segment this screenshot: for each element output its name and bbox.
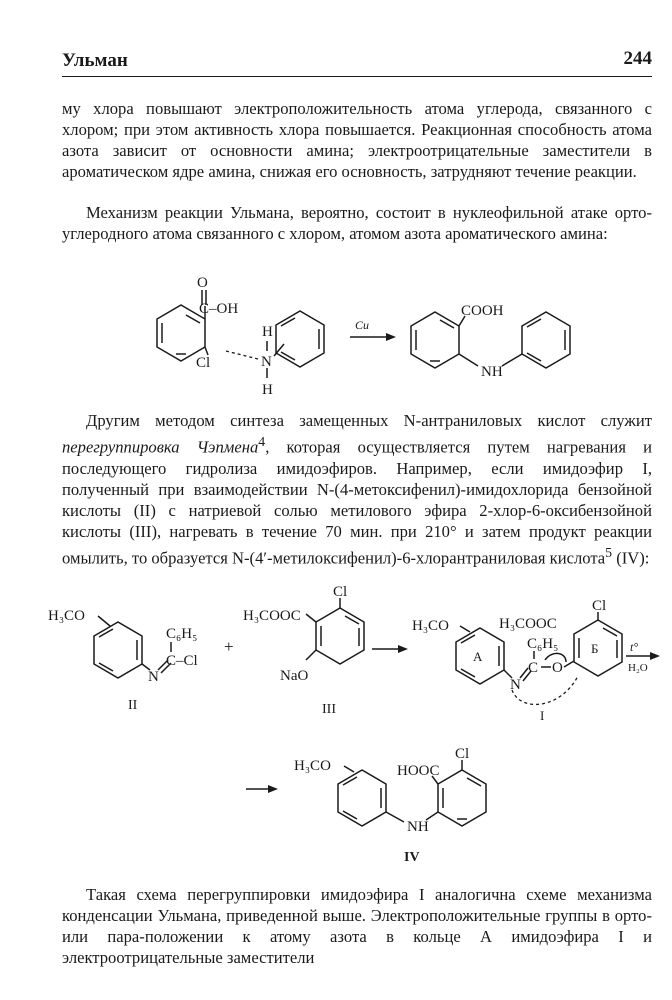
heat-label: t° xyxy=(630,640,639,654)
i-label: I xyxy=(540,708,545,723)
iv-label: IV xyxy=(404,850,420,865)
ii-methoxy: H₃CO xyxy=(48,608,85,624)
i-nitrogen: N xyxy=(510,677,521,693)
ii-phenyl: C₆H₅ xyxy=(166,626,198,642)
product-ring-2 xyxy=(522,312,570,368)
scheme-chapman xyxy=(48,584,660,723)
product-cooh: COOH xyxy=(461,303,504,319)
running-header xyxy=(62,48,652,77)
iii-ring xyxy=(316,608,364,664)
iv-carboxyl: HOOC xyxy=(397,763,440,779)
page-number: 244 xyxy=(623,48,652,69)
chlorine-label: Cl xyxy=(196,355,211,371)
attack-dashed-bond xyxy=(226,351,258,359)
paragraph-3-tail: (IV): xyxy=(612,548,650,568)
i-ring-a xyxy=(456,628,504,684)
running-title: Ульман xyxy=(62,50,128,71)
i-methoxy: H₃CO xyxy=(412,618,449,634)
benzoic-ring xyxy=(157,305,205,361)
ii-nitrogen: N xyxy=(148,669,159,685)
paragraph-2-text: Механизм реакции Ульмана, вероятно, состоит в нуклеофильной атаке орто-углеродного атома связанного с хлором, атомом азота ароматического амина: xyxy=(62,203,652,243)
amine-h-top: H xyxy=(262,324,273,340)
i-ester: H₃COOC xyxy=(499,616,557,632)
i-ring-b xyxy=(574,620,622,676)
electron-shift-arrow xyxy=(545,653,566,662)
iv-nh: NH xyxy=(407,819,429,835)
i-phenyl: C₆H₅ xyxy=(527,636,559,652)
iv-methoxy: H₃CO xyxy=(294,758,331,774)
paragraph-3-after: , которая осуществляется путем нагревания и последующего гидролиза имидоэфиров. Например, если имидоэфир I, полученный при взаимодействии N-(4-метоксифенил)-имидохлорида бензойной кислоты (II) с натриевой солью метилового эфира 2-хлор-6-оксибензойной кислоты (III), нагревать в течение 70 мин. при 210° и затем продукт реакции омылить, то образуется N-(4′-метилоксифенил)-6-хлорантраниловая кислота xyxy=(62,437,652,568)
reference-5: 5 xyxy=(605,544,613,560)
aniline-ring xyxy=(276,311,324,367)
scheme-ullmann xyxy=(157,275,570,398)
i-oxygen: O xyxy=(552,660,563,676)
ring-b-label: Б xyxy=(591,641,599,656)
scheme-product-iv xyxy=(246,746,486,865)
paragraph-3 xyxy=(62,410,652,568)
reference-4: 4 xyxy=(258,434,266,449)
paragraph-2 xyxy=(62,202,652,244)
iii-label: III xyxy=(322,702,336,717)
catalyst-label: Cu xyxy=(355,318,370,332)
carbonyl-oxygen: O xyxy=(197,275,208,291)
paragraph-1-text: му хлора повышают электроположительность атома углерода, связанного с хлором; при этом активность хлора повышается. Реакционная способность атома азота зависит от основности амина; электроотрицательные заместители в ароматическом ядре амина, снижая его основность, затрудняют течение реакции. xyxy=(62,99,652,181)
amine-nitrogen: N xyxy=(261,354,272,370)
product-ring-1 xyxy=(411,312,459,368)
i-chlorine: Cl xyxy=(592,598,607,614)
iv-ring-2 xyxy=(438,770,486,826)
iv-ring-1 xyxy=(338,770,386,826)
paragraph-3-before: Другим методом синтеза замещенных N-антраниловых кислот служит xyxy=(86,411,652,430)
migration-dashed-arrow xyxy=(512,676,578,704)
plus-sign: + xyxy=(224,637,234,656)
iii-sodium-oxide: NaO xyxy=(280,668,309,684)
hydrolysis-label: H₂O xyxy=(628,662,648,674)
iii-chlorine: Cl xyxy=(333,584,348,600)
ii-ring xyxy=(94,622,142,678)
paragraph-1 xyxy=(62,98,652,182)
ring-a-label: А xyxy=(473,649,483,664)
carboxyl-group: C–OH xyxy=(199,301,239,317)
iv-chlorine: Cl xyxy=(455,746,470,762)
paragraph-4-text: Такая схема перегруппировки имидоэфира I аналогична схеме механизма конденсации Ульмана, приведенной выше. Электроположительные группы в орто- или пара-положении к атому азота в кольце А имидоэфира I и электроотрицательные заместители xyxy=(62,885,652,967)
i-carbon: C xyxy=(528,660,539,676)
ii-label: II xyxy=(128,698,138,713)
paragraph-4 xyxy=(62,884,652,968)
chapman-rearrangement: перегруппировка Чэпмена xyxy=(62,437,259,457)
ii-imidoyl-chloride: C–Cl xyxy=(166,653,198,669)
amine-h-bottom: H xyxy=(262,382,273,398)
iii-ester: H₃COOC xyxy=(243,608,301,624)
product-nh: NH xyxy=(481,364,503,380)
